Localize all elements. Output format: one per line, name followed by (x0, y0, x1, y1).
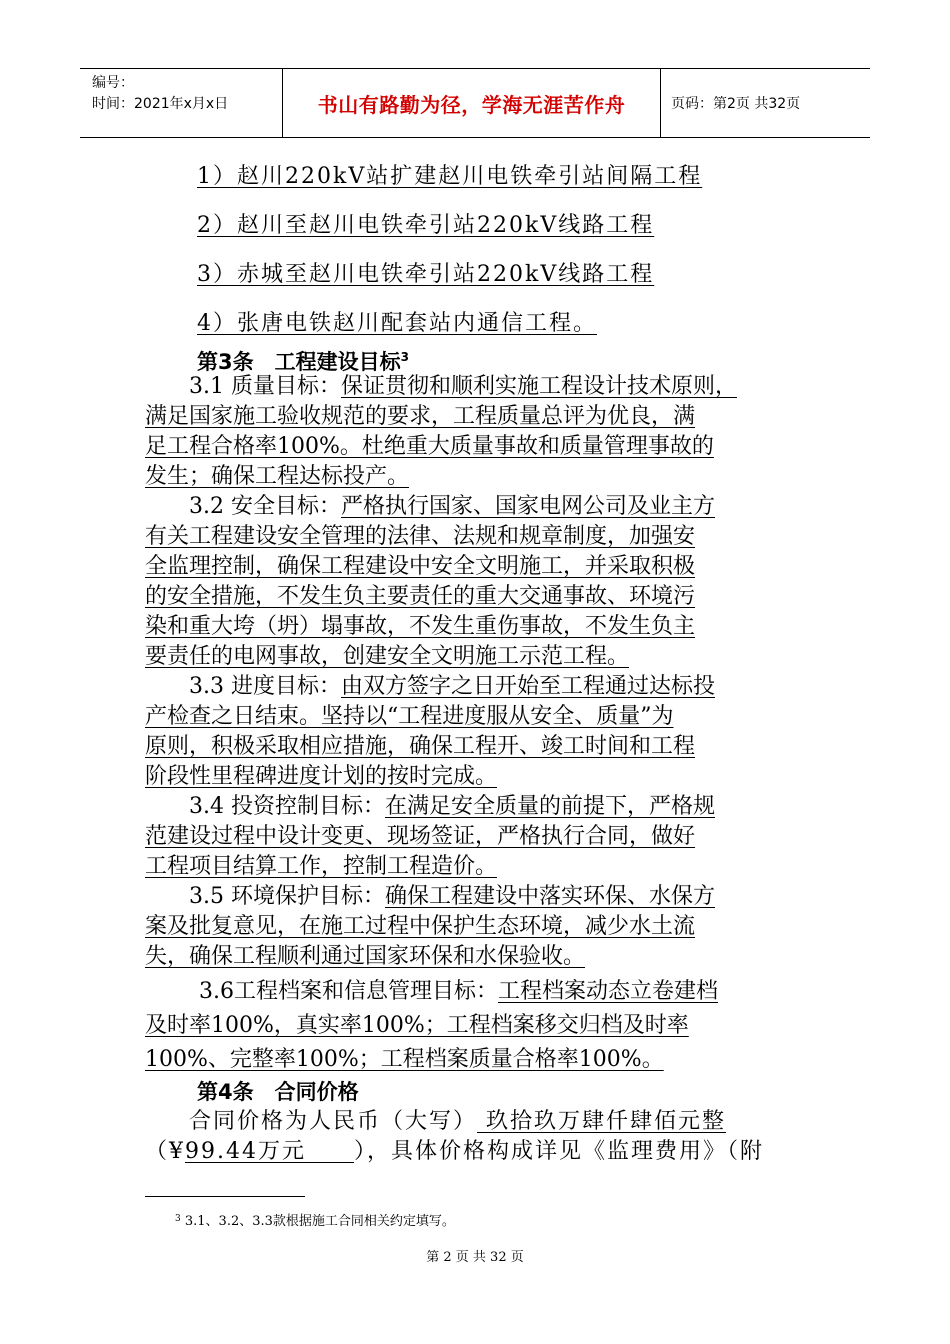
section-3-5-lead: 3.5 环境保护目标： (189, 884, 385, 909)
section-3-2-lead: 3.2 安全目标： (189, 494, 341, 519)
section-3-3 (145, 672, 815, 792)
document-number-label: 编号： (92, 75, 134, 91)
project-item-1: 1）赵川220kV站扩建赵川电铁牵引站间隔工程 (197, 164, 703, 189)
contract-price-words: 玖拾玖万肆仟肆佰元整 (477, 1109, 727, 1134)
section-3-4-line-2: 范建设过程中设计变更、现场签证，严格执行合同，做好 (145, 824, 696, 849)
footnote-mark: 3 (175, 1214, 181, 1224)
article-4-text (145, 1107, 815, 1167)
footnote (175, 1210, 455, 1229)
section-3-4-line-1: 在满足安全质量的前提下，严格规 (384, 794, 715, 819)
section-3-2 (145, 492, 815, 672)
project-item-2: 2）赵川至赵川电铁牵引站220kV线路工程 (197, 213, 655, 238)
section-3-5 (145, 882, 815, 972)
section-3-2-line-2: 有关工程建设安全管理的法律、法规和规章制度，加强安 (145, 524, 696, 549)
contract-price-figure: 99.44万元 (185, 1139, 354, 1164)
footnote-ref-3: 3 (400, 350, 409, 364)
article-3-title: 第3条 工程建设目标 (197, 350, 401, 374)
section-3-1-lead: 3.1 质量目标： (189, 374, 341, 399)
section-3-1-line-2: 满足国家施工验收规范的要求，工程质量总评为优良，满 (145, 404, 696, 429)
section-3-5-line-2: 案及批复意见，在施工过程中保护生态环境，减少水土流 (145, 914, 696, 939)
section-3-3-line-2: 产检查之日结束。坚持以“工程进度服从安全、质量”为 (145, 704, 674, 729)
project-item-3: 3）赤城至赵川电铁牵引站220kV线路工程 (197, 262, 655, 287)
footnote-separator (145, 1196, 305, 1197)
header-meta (80, 69, 283, 137)
section-3-2-line-3: 全监理控制，确保工程建设中安全文明施工，并采取积极 (145, 554, 696, 579)
section-3-2-line-6: 要责任的电网事故，创建安全文明施工示范工程。 (145, 644, 630, 669)
section-3-4-line-3: 工程项目结算工作，控制工程造价。 (145, 854, 498, 879)
contract-price-lead: 合同价格为人民币（大写） (189, 1109, 478, 1134)
section-3-2-line-5: 染和重大垮（坍）塌事故，不发生重伤事故，不发生负主 (145, 614, 696, 639)
section-3-6-line-3: 100%、完整率100%；工程档案质量合格率100%。 (145, 1047, 664, 1072)
section-3-6-line-2: 及时率100%，真实率100%；工程档案移交归档及时率 (145, 1013, 689, 1038)
footnote-text: 3.1、3.2、3.3款根据施工合同相关约定填写。 (184, 1214, 455, 1229)
section-3-5-line-3: 失，确保工程顺利通过国家环保和水保验收。 (145, 944, 586, 969)
section-3-4 (145, 792, 815, 882)
section-3-6-line-1: 工程档案动态立卷建档 (498, 979, 719, 1004)
article-4-heading: 第4条 合同价格 (197, 1080, 359, 1104)
project-list (145, 162, 815, 339)
section-3-1-line-3: 足工程合格率100%。杜绝重大质量事故和质量管理事故的 (145, 434, 714, 459)
header-motto: 书山有路勤为径，学海无涯苦作舟 (283, 69, 661, 137)
section-3-5-line-1: 确保工程建设中落实环保、水保方 (384, 884, 715, 909)
section-3-2-line-4: 的安全措施，不发生负主要责任的重大交通事故、环境污 (145, 584, 696, 609)
section-3-3-line-1: 由双方签字之日开始至工程通过达标投 (340, 674, 715, 699)
section-3-1 (145, 372, 815, 492)
article-3-heading (145, 342, 815, 372)
document-body (145, 162, 815, 1167)
contract-price-rest: ），具体价格构成详见《监理费用》（附 (353, 1139, 764, 1164)
page-number: 第 2 页 共 32 页 (426, 1250, 524, 1265)
section-3-6 (145, 975, 815, 1077)
section-3-3-line-3: 原则，积极采取相应措施，确保工程开、竣工时间和工程 (145, 734, 696, 759)
section-3-6-lead: 3.6工程档案和信息管理目标： (199, 979, 498, 1004)
section-3-1-line-4: 发生；确保工程达标投产。 (145, 464, 410, 489)
section-3-3-lead: 3.3 进度目标： (189, 674, 341, 699)
project-item-4: 4）张唐电铁赵川配套站内通信工程。 (197, 311, 597, 336)
section-3-3-line-4: 阶段性里程碑进度计划的按时完成。 (145, 764, 498, 789)
page-header (80, 68, 870, 138)
section-3-4-lead: 3.4 投资控制目标： (189, 794, 385, 819)
contract-price-open: （¥ (145, 1139, 185, 1164)
section-3-2-line-1: 严格执行国家、国家电网公司及业主方 (340, 494, 715, 519)
document-date-label: 时间：2021年x月x日 (92, 96, 229, 112)
section-3-1-line-1: 保证贯彻和顺利实施工程设计技术原则， (340, 374, 737, 399)
header-page-label: 页码：第2页 共32页 (671, 96, 801, 112)
